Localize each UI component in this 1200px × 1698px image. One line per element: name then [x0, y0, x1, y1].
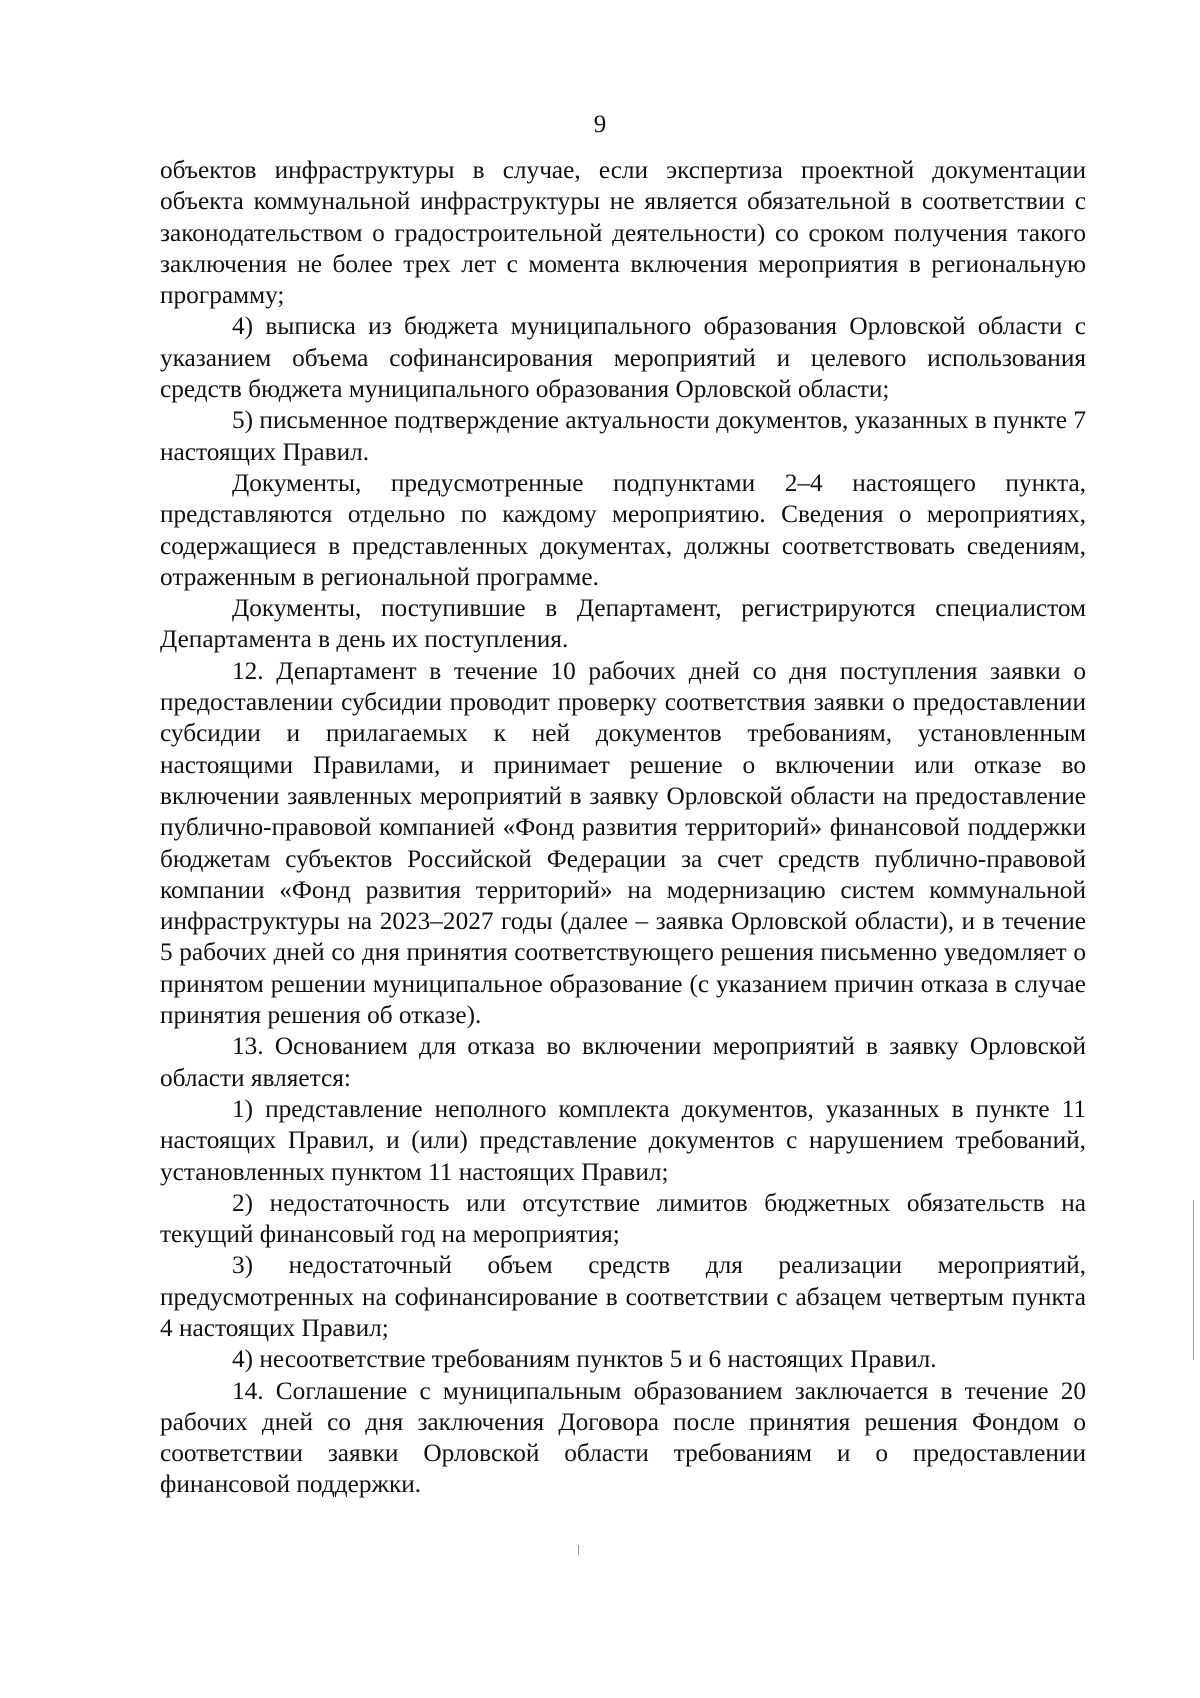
document-body: [160, 155, 1086, 1501]
paragraph-clause-12: 12. Департамент в течение 10 рабочих дней со дня поступления заявки о предоставлении субсидии проводит проверку соответствия заявки о предоставлении субсидии и прилагаемых к ней документов требованиям, установленным настоящими Правилами, и принимает решение о включении или отказе во включении заявленных мероприятий в заявку Орловской области на предоставление публично-правовой компанией «Фонд развития территорий» финансовой поддержки бюджетам субъектов Российской Федерации за счет средств публично-правовой компании «Фонд развития территорий» на модернизацию систем коммунальной инфраструктуры на 2023–2027 годы (далее – заявка Орловской области), и в течение 5 рабочих дней со дня принятия соответствующего решения письменно уведомляет о принятом решении муниципальное образование (с указанием причин отказа в случае принятия решения об отказе).: [160, 656, 1086, 1030]
paragraph-continuation: объектов инфраструктуры в случае, если экспертиза проектной документации объекта коммунальной инфраструктуры не является обязательной в соответствии с законодательством о градостроительной деятельности) со сроком получения такого заключения не более трех лет с момента включения мероприятия в региональную программу;: [160, 156, 1086, 310]
paragraph-documents-per-event: Документы, предусмотренные подпунктами 2–4 настоящего пункта, представляются отдельно по каждому мероприятию. Сведения о мероприятиях, содержащиеся в представленных документах, должны соответствовать сведениям, отраженным в региональной программе.: [160, 468, 1086, 591]
paragraph-clause-13-item-2: 2) недостаточность или отсутствие лимитов бюджетных обязательств на текущий финансовый год на мероприятия;: [160, 1188, 1086, 1249]
paragraph-clause-13-item-1: 1) представление неполного комплекта документов, указанных в пункте 11 настоящих Правил, и (или) представление документов с нарушением требований, установленных пунктом 11 настоящих Правил;: [160, 1094, 1086, 1186]
paragraph-clause-13-item-3: 3) недостаточный объем средств для реализации мероприятий, предусмотренных на софинансирование в соответствии с абзацем четвертым пункта 4 настоящих Правил;: [160, 1251, 1086, 1342]
page-number: 9: [593, 111, 607, 138]
paragraph-item-5: 5) письменное подтверждение актуальности документов, указанных в пункте 7 настоящих Правил.: [160, 406, 1086, 466]
paragraph-clause-13-item-4: 4) несоответствие требованиям пунктов 5 и 6 настоящих Правил.: [232, 1345, 937, 1374]
paragraph-documents-registration: Документы, поступившие в Департамент, регистрируются специалистом Департамента в день их поступления.: [160, 594, 1086, 654]
paragraph-item-4: 4) выписка из бюджета муниципального образования Орловской области с указанием объема софинансирования мероприятий и целевого использования средств бюджета муниципального образования Орловской области;: [160, 312, 1086, 404]
paragraph-clause-14: 14. Соглашение с муниципальным образованием заключается в течение 20 рабочих дней со дня заключения Договора после принятия решения Фондом о соответствии заявки Орловской области требованиям и о предоставлении финансовой поддержки.: [160, 1376, 1086, 1499]
scan-edge-mark: [1193, 1200, 1194, 1360]
paragraph-clause-13: 13. Основанием для отказа во включении мероприятий в заявку Орловской области является:: [160, 1032, 1086, 1092]
scan-dot-mark: [578, 1545, 579, 1555]
